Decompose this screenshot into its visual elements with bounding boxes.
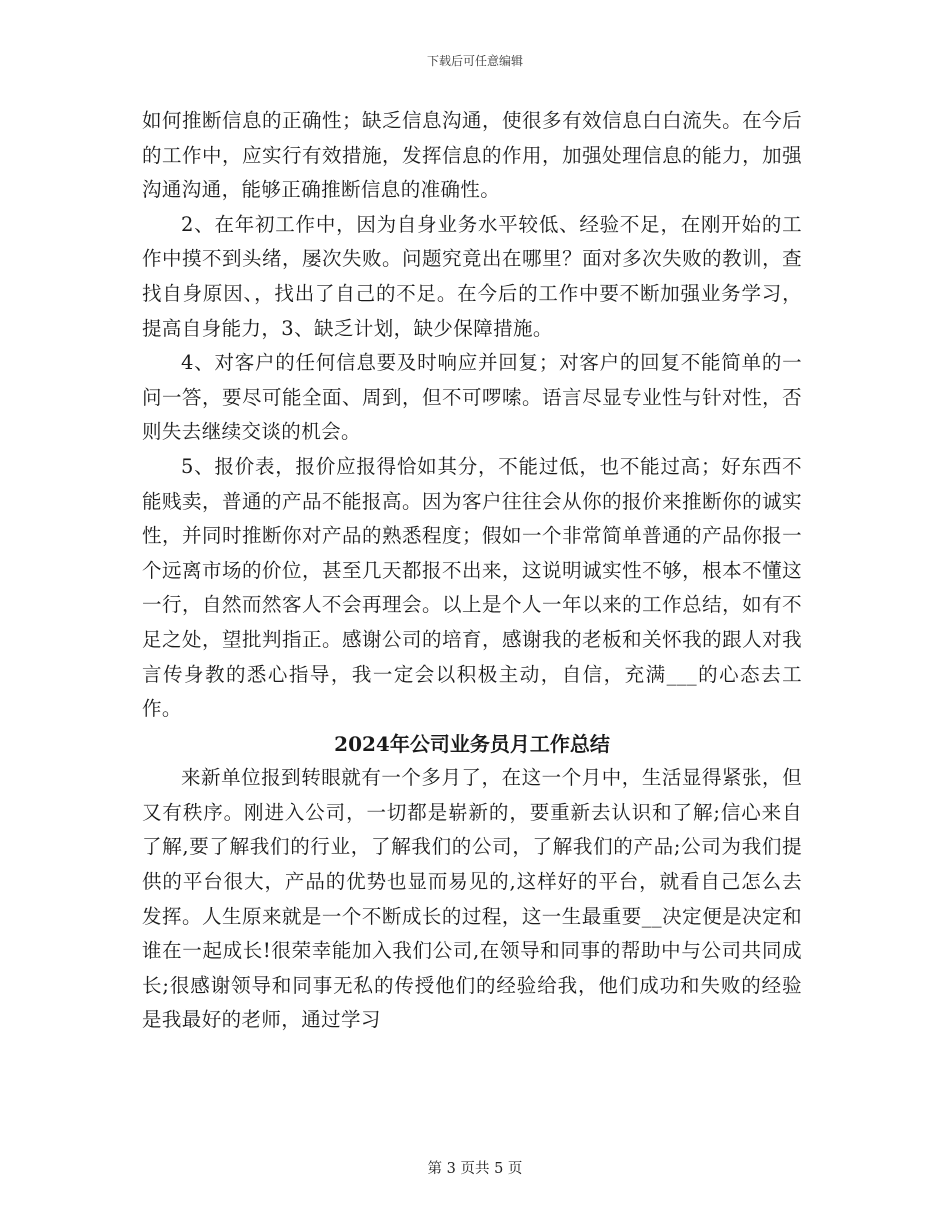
section-paragraph: 来新单位报到转眼就有一个多月了，在这一个月中，生活显得紧张，但又有秩序。刚进入公司，一切都是崭新的，要重新去认识和了解;信心来自了解,要了解我们的行业，了解我们的公司，了解我们的产品;公司为我们提供的平台很大，产品的优势也显而易见的,这样好的平台，就看自己怎么去发挥。人生原来就是一个不断成长的过程，这一生最重要__决定便是决定和谁在一起成长!很荣幸能加入我们公司,在领导和同事的帮助中与公司共同成长;很感谢领导和同事无私的传授他们的经验给我，他们成功和失败的经验是我最好的老师，通过学习 — [142, 766, 802, 1032]
page-footer: 第 3 页共 5 页 — [427, 1161, 523, 1177]
paragraph-item-2: 2、在年初工作中，因为自身业务水平较低、经验不足，在刚开始的工作中摸不到头绪，屡次失败。问题究竟出在哪里？面对多次失败的教训，查找自身原因、，找出了自己的不足。在今后的工作中要不断加强业务学习，提高自身能力，3、缺乏计划，缺少保障措施。 — [142, 212, 802, 340]
section-title: 2024年公司业务员月工作总结 — [334, 731, 610, 756]
paragraph-item-4: 4、对客户的任何信息要及时响应并回复；对客户的回复不能简单的一问一答，要尽可能全面、周到，但不可啰嗦。语言尽显专业性与针对性，否则失去继续交谈的机会。 — [142, 351, 802, 444]
paragraph-item-5: 5、报价表，报价应报得恰如其分，不能过低，也不能过高；好东西不能贱卖，普通的产品不能报高。因为客户往往会从你的报价来推断你的诚实性，并同时推断你对产品的熟悉程度；假如一个非常简单普通的产品你报一个远离市场的价位，甚至几天都报不出来，这说明诚实性不够，根本不懂这一行，自然而然客人不会再理会。以上是个人一年以来的工作总结，如有不足之处，望批判指正。感谢公司的培育，感谢我的老板和关怀我的跟人对我言传身教的悉心指导，我一定会以积极主动，自信，充满___的心态去工作。 — [142, 454, 802, 721]
document-body — [142, 104, 802, 1038]
page-header: 下载后可任意编辑 — [426, 54, 523, 68]
paragraph-continuation: 如何推断信息的正确性；缺乏信息沟通，使很多有效信息白白流失。在今后的工作中，应实行有效措施，发挥信息的作用，加强处理信息的能力，加强沟通沟通，能够正确推断信息的准确性。 — [142, 109, 802, 202]
